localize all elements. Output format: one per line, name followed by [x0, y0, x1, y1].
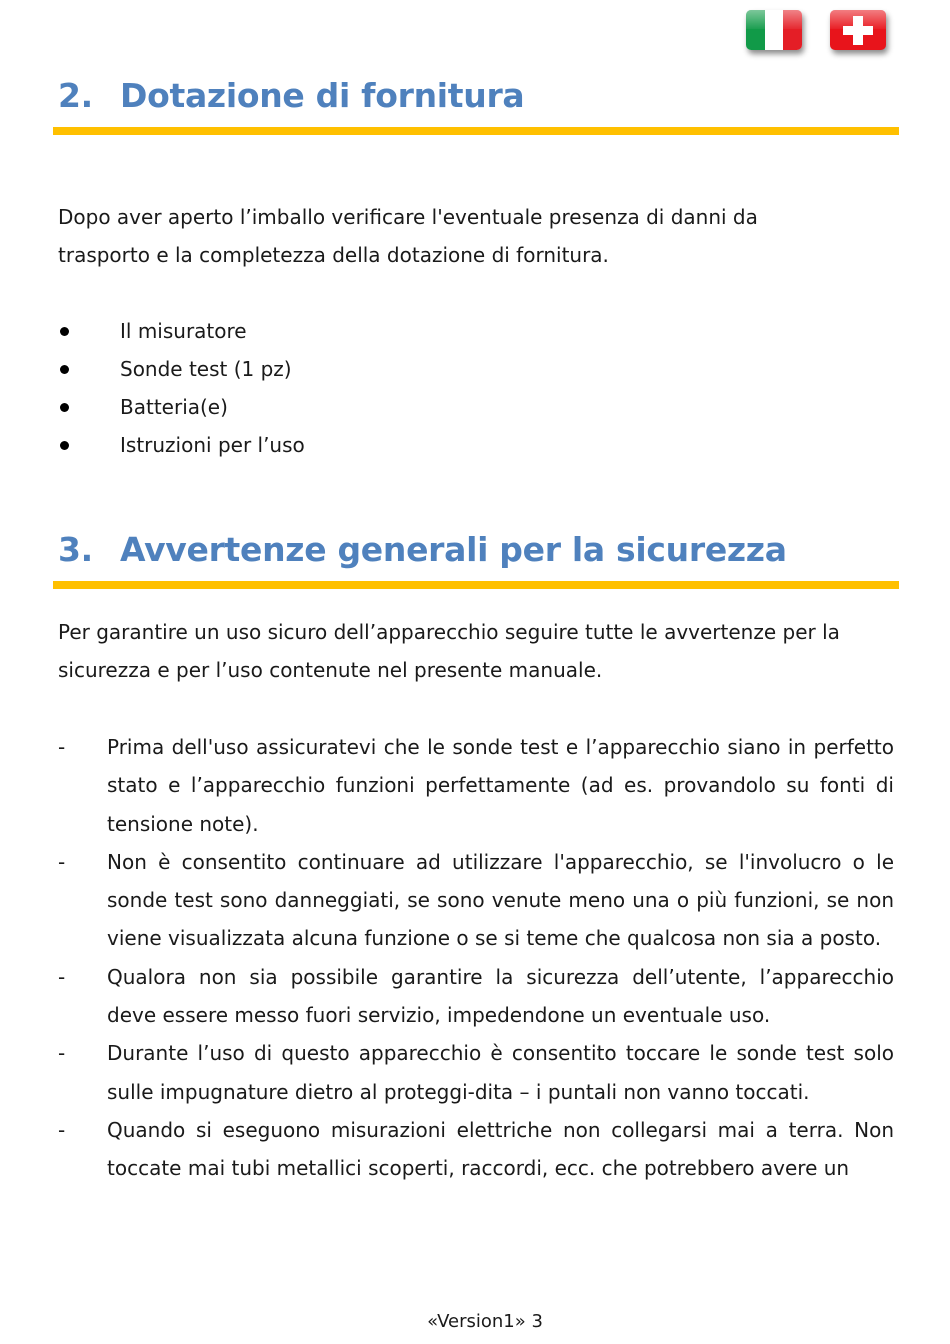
bullet-icon: [60, 365, 69, 374]
section-2-title: Dotazione di fornitura: [120, 76, 525, 115]
list-item: Il misuratore: [58, 312, 305, 350]
list-item: Istruzioni per l’uso: [58, 426, 305, 464]
section-2-heading: [58, 76, 524, 115]
list-item: Batteria(e): [58, 388, 305, 426]
list-item: - Non è consentito continuare ad utilizzare l'apparecchio, se l'involucro o le sonde test sono danneggiati, se sono venute meno una o più funzioni, se non viene visualizzata alcuna funzione o se si teme che qualcosa non sia a posto.: [58, 849, 894, 951]
section-2-number: 2.: [58, 76, 93, 115]
section-3-heading: [58, 530, 787, 569]
list-item: - Durante l’uso di questo apparecchio è consentito toccare le sonde test solo sulle impugnature dietro al proteggi-dita – i puntali non vanno toccati.: [58, 1041, 894, 1104]
supply-list: [58, 312, 305, 464]
section-2-divider: [53, 127, 899, 135]
list-item: - Qualora non sia possibile garantire la sicurezza dell’utente, l’apparecchio deve essere messo fuori servizio, impedendone un eventuale uso.: [58, 964, 894, 1028]
list-item: Sonde test (1 pz): [58, 350, 305, 388]
list-item: - Prima dell'uso assicuratevi che le sonde test e l’apparecchio siano in perfetto stato e l’apparecchio funzioni perfettamente (ad es. provandolo su fonti di tensione note).: [58, 735, 894, 836]
bullet-icon: [60, 441, 69, 450]
page-footer: «Version1» 3: [427, 1311, 543, 1332]
list-item: - Quando si eseguono misurazioni elettriche non collegarsi mai a terra. Non toccate mai tubi metallici scoperti, raccordi, ecc. che potrebbero avere un: [58, 1117, 894, 1181]
section-3-divider: [53, 581, 899, 589]
section-3-intro: Per garantire un uso sicuro dell’apparecchio seguire tutte le avvertenze per la sicurezza e per l’uso contenute nel presente manuale.: [58, 620, 840, 682]
swiss-flag-icon[interactable]: [830, 10, 886, 50]
safety-warnings-list: [58, 728, 894, 1188]
bullet-icon: [60, 327, 69, 336]
section-3-title: Avvertenze generali per la sicurezza: [120, 530, 787, 569]
section-2-intro: Dopo aver aperto l’imballo verificare l'eventuale presenza di danni da trasporto e la completezza della dotazione di fornitura.: [58, 205, 758, 267]
bullet-icon: [60, 403, 69, 412]
italian-flag-icon[interactable]: [746, 10, 802, 50]
section-3-number: 3.: [58, 530, 93, 569]
